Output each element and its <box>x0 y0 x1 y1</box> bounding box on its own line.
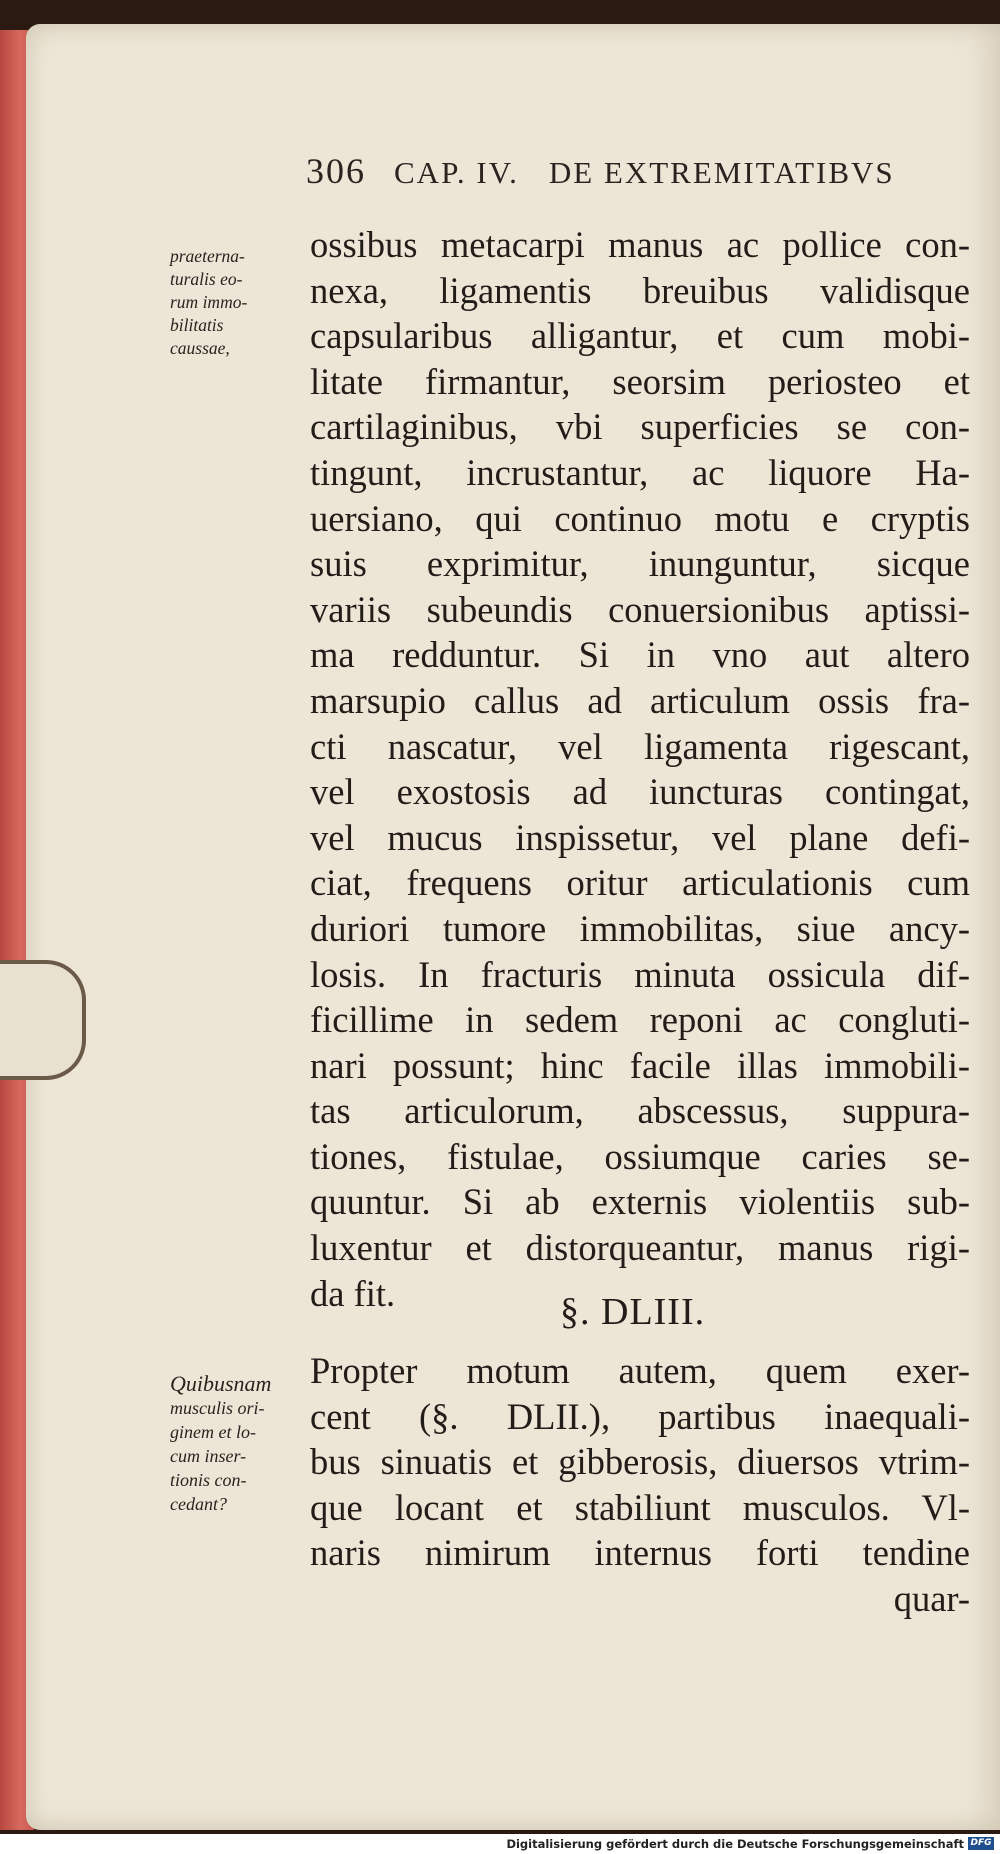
running-header <box>306 150 966 192</box>
text-line: tas articulorum, abscessus, suppura- <box>310 1090 970 1132</box>
page-number: 306 <box>306 151 366 191</box>
text-line: nari possunt; hinc facile illas immobili- <box>310 1044 970 1086</box>
margin-note-line: turalis eo- <box>170 269 243 289</box>
text-line: ciat, frequens oritur articulationis cum <box>310 862 970 904</box>
margin-note-line: cedant? <box>170 1494 227 1514</box>
margin-note-line: musculis ori- <box>170 1398 265 1418</box>
text-line: nexa, ligamentis breuibus validisque <box>310 269 970 311</box>
text-line: vel mucus inspissetur, vel plane defi- <box>310 816 970 858</box>
text-line: ficillime in sedem reponi ac congluti- <box>310 999 970 1041</box>
text-line: tingunt, incrustantur, ac liquore Ha- <box>310 451 970 493</box>
text-line: que locant et stabiliunt musculos. Vl- <box>310 1486 970 1528</box>
paragraph-2 <box>310 1348 970 1622</box>
text-line: quar- <box>893 1577 970 1619</box>
digitization-footer <box>0 1834 1000 1854</box>
text-line: quuntur. Si ab externis violentiis sub- <box>310 1181 970 1223</box>
paragraph-1 <box>310 222 970 1316</box>
bookmark-ribbon <box>0 960 86 1080</box>
margin-note-immobility <box>170 245 300 360</box>
text-line: vel exostosis ad iuncturas contingat, <box>310 771 970 813</box>
text-line: cti nascatur, vel ligamenta rigescant, <box>310 725 970 767</box>
text-line: tiones, fistulae, ossiumque caries se- <box>310 1135 970 1177</box>
chapter-title: DE EXTREMITATIBVS <box>548 155 895 190</box>
text-line: da fit. <box>310 1272 396 1314</box>
dfg-logo: DFG <box>968 1837 994 1850</box>
margin-note-line: bilitatis <box>170 315 224 335</box>
text-line: variis subeundis conuersionibus aptissi- <box>310 588 970 630</box>
text-line: naris nimirum internus forti tendine <box>310 1532 970 1574</box>
margin-note-muscles <box>170 1372 300 1516</box>
text-line: marsupio callus ad articulum ossis fra- <box>310 679 970 721</box>
text-line: duriori tumore immobilitas, siue ancy- <box>310 907 970 949</box>
margin-note-line: rum immo- <box>170 292 248 312</box>
margin-note-line: cum inser- <box>170 1446 247 1466</box>
text-line: cent (§. DLII.), partibus inaequali- <box>310 1395 970 1437</box>
footer-credit: Digitalisierung gefördert durch die Deutsche Forschungsgemeinschaft <box>506 1837 964 1851</box>
text-line: capsularibus alligantur, et cum mobi- <box>310 315 970 357</box>
text-line: cartilaginibus, vbi superficies se con- <box>310 406 970 448</box>
margin-note-line: ginem et lo- <box>170 1422 256 1442</box>
margin-note-line: praeterna- <box>170 246 245 266</box>
margin-note-line: caussae, <box>170 338 230 358</box>
text-line: uersiano, qui continuo motu e cryptis <box>310 497 970 539</box>
text-line: Propter motum autem, quem exer- <box>310 1350 970 1391</box>
margin-note-line: Quibusnam <box>170 1371 272 1396</box>
text-line: bus sinuatis et gibberosis, diuersos vtrim- <box>310 1441 970 1483</box>
text-line: suis exprimitur, inunguntur, sicque <box>310 543 970 585</box>
chapter-label: CAP. IV. <box>394 155 519 190</box>
text-line: losis. In fracturis minuta ossicula dif- <box>310 953 970 995</box>
margin-note-line: tionis con- <box>170 1470 247 1490</box>
text-line: litate firmantur, seorsim periosteo et <box>310 360 970 402</box>
text-line: ma redduntur. Si in vno aut altero <box>310 634 970 676</box>
text-line: ossibus metacarpi manus ac pollice con- <box>310 224 970 265</box>
section-heading: §. DLIII. <box>560 1291 706 1333</box>
text-line: luxentur et distorqueantur, manus rigi- <box>310 1227 970 1269</box>
